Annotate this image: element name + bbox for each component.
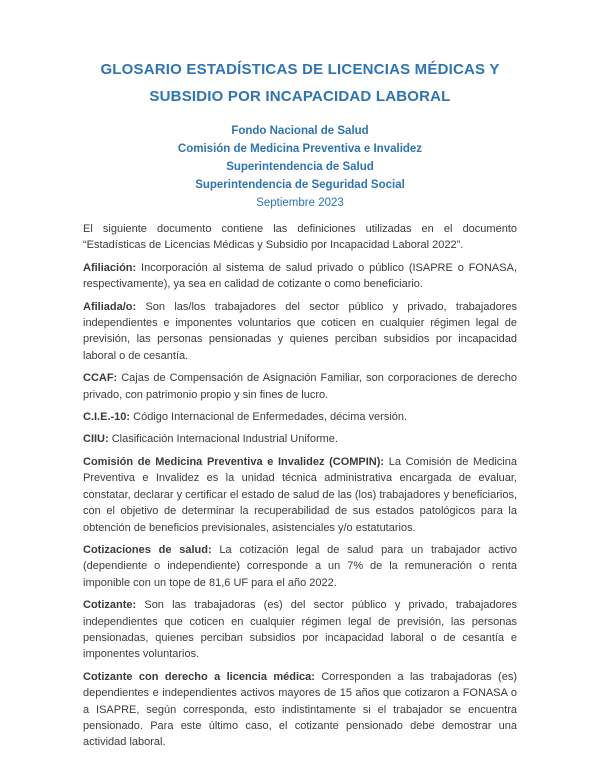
- organization-line-compin: Comisión de Medicina Preventiva e Invalidez: [177, 143, 423, 155]
- intro-paragraph: El siguiente documento contiene las definiciones utilizadas en el documento “Estadísticas de Licencias Médicas y Subsidio por Incapacidad Laboral 2022”.: [83, 223, 517, 252]
- glossary-term: Afiliación:: [83, 261, 137, 274]
- glossary-term: Cotizante con derecho a licencia médica:: [83, 670, 315, 683]
- glossary-term: Cotizante:: [83, 599, 137, 612]
- glossary-definition: Corresponden a las trabajadoras (es) dependientes e independientes activos mayores de 15 años que cotizaron a FONASA o a ISAPRE, según corresponda, esto indistintamente si el trabajador se encuentra pensionado. Para este último caso, el cotizante pensionado debe demostrar una actividad laboral.: [83, 670, 517, 749]
- glossary-term: Afiliada/o:: [83, 300, 137, 313]
- organization-lines: [83, 122, 517, 194]
- glossary-entry: [83, 542, 517, 591]
- glossary-entry: [83, 260, 517, 293]
- glossary-definition: La Comisión de Medicina Preventiva e Invalidez es la unidad técnica administrativa encargada de evaluar, constatar, declarar y certificar el estado de salud de las (los) trabajadores y beneficiarios, con el objetivo de determinar la recuperabilidad de sus estados patológicos para la obtención de beneficios previsionales, asistenciales y/o estatutarios.: [83, 455, 517, 534]
- glossary-entry: [83, 597, 517, 663]
- glossary-term: Comisión de Medicina Preventiva e Invalidez (COMPIN):: [83, 455, 385, 468]
- glossary-entry: [83, 409, 517, 425]
- glossary-definition: Incorporación al sistema de salud privado o público (ISAPRE o FONASA, respectivamente), ya sea en calidad de cotizante o como beneficiario.: [83, 261, 517, 291]
- glossary-entry: [83, 669, 517, 751]
- glossary-entry: [83, 370, 517, 403]
- document-title: GLOSARIO ESTADÍSTICAS DE LICENCIAS MÉDICAS Y SUBSIDIO POR INCAPACIDAD LABORAL: [100, 61, 500, 105]
- date-line: Septiembre 2023: [256, 197, 344, 209]
- glossary-definition: Son las trabajadoras (es) del sector público y privado, trabajadores independientes que coticen en cualquier régimen legal de previsión, las personas pensionadas, quienes perciban subsidios por incapacidad laboral o de cesantía e imponentes voluntarios.: [83, 599, 517, 661]
- glossary-definition: Clasificación Internacional Industrial Uniforme.: [108, 433, 338, 446]
- glossary-term: C.I.E.-10:: [83, 411, 131, 424]
- glossary-definition: Código Internacional de Enfermedades, décima versión.: [130, 411, 408, 424]
- document-body: [83, 221, 517, 751]
- glossary-entries: [83, 260, 517, 751]
- organization-line-superintendencia-seguridad-social: Superintendencia de Seguridad Social: [195, 179, 405, 191]
- organization-line-fonasa: Fondo Nacional de Salud: [231, 125, 369, 137]
- glossary-definition: La cotización legal de salud para un trabajador activo (dependiente o independiente) corresponde a un 7% de la remuneración o renta imponible con un tope de 81,6 UF para el año 2022.: [83, 543, 517, 589]
- glossary-entry: [83, 431, 517, 447]
- glossary-definition: Son las/los trabajadores del sector público y privado, trabajadores independientes e imponentes voluntarios que coticen en cualquier régimen legal de previsión, las personas pensionadas y quienes perciban subsidios por incapacidad laboral o de cesantía.: [83, 300, 517, 362]
- glossary-entry: [83, 454, 517, 536]
- glossary-entry: [83, 299, 517, 365]
- glossary-term: CCAF:: [83, 372, 118, 385]
- glossary-term: CIIU:: [83, 433, 109, 446]
- glossary-definition: Cajas de Compensación de Asignación Familiar, son corporaciones de derecho privado, con patrimonio propio y sin fines de lucro.: [83, 372, 517, 401]
- organization-line-superintendencia-salud: Superintendencia de Salud: [226, 161, 374, 173]
- glossary-term: Cotizaciones de salud:: [83, 543, 212, 556]
